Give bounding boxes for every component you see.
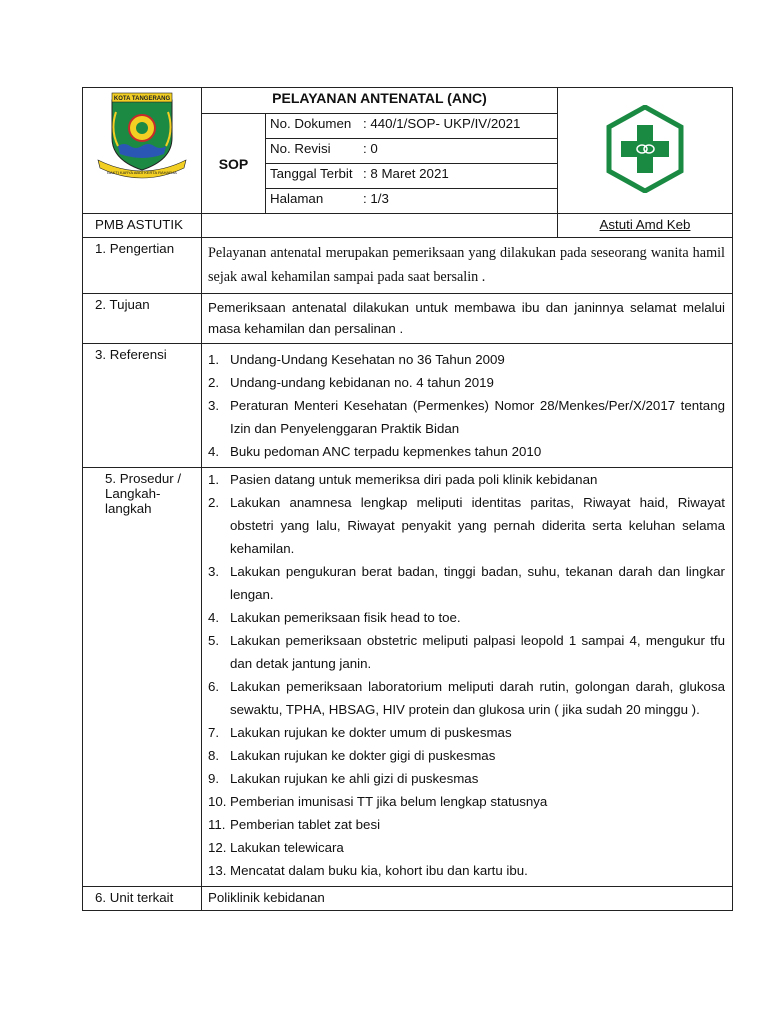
list-item: 3. Peraturan Menteri Kesehatan (Permenkes) Nomor 28/Menkes/Per/X/2017 tentang Izin dan Penyelenggaran Praktik Bidan — [208, 398, 725, 436]
document-title: PELAYANAN ANTENATAL (ANC) — [202, 88, 558, 114]
list-item: 10. Pemberian imunisasi TT jika belum lengkap statusnya — [208, 794, 548, 809]
list-item: 2. Undang-undang kebidanan no. 4 tahun 2019 — [208, 375, 494, 390]
section-number — [91, 471, 105, 516]
info-label: Tanggal Terbit — [270, 166, 353, 181]
list-item: 5. Lakukan pemeriksaan obstetric meliputi palpasi leopold 1 sampai 4, mengukur tfu dan detak jantung janin. — [208, 633, 725, 671]
logo-text-top: KOTA TANGERANG — [113, 96, 171, 102]
info-value: : 0 — [363, 141, 378, 156]
info-row-halaman — [266, 189, 558, 214]
list-item: 9. Lakukan rujukan ke ahli gizi di puskesmas — [208, 771, 479, 786]
info-label: No. Revisi — [270, 141, 331, 156]
info-row-tanggal — [266, 164, 558, 189]
section-body-unit: Poliklinik kebidanan — [202, 887, 733, 911]
section-body-pengertian: Pelayanan antenatal merupakan pemeriksaan yang dilakukan pada seseorang wanita hamil sejak awal kehamilan sampai pada saat bersalin . — [202, 238, 733, 294]
sop-document — [82, 87, 732, 911]
list-item: 11. Pemberian tablet zat besi — [208, 817, 381, 832]
info-value: : 8 Maret 2021 — [363, 166, 449, 181]
info-value: : 1/3 — [363, 191, 389, 206]
list-item: 8. Lakukan rujukan ke dokter gigi di puskesmas — [208, 748, 496, 763]
referensi-list — [208, 348, 725, 463]
kota-tangerang-logo — [92, 90, 192, 180]
list-item: 7. Lakukan rujukan ke dokter umum di puskesmas — [208, 725, 512, 740]
list-item: 4. Lakukan pemeriksaan fisik head to toe. — [208, 610, 461, 625]
sop-label: SOP — [202, 114, 266, 214]
org-name: PMB ASTUTIK — [83, 214, 202, 238]
signatory: Astuti Amd Keb — [558, 214, 733, 238]
info-label: No. Dokumen — [270, 116, 352, 131]
list-item: 3. Lakukan pengukuran berat badan, tinggi badan, suhu, tekanan darah dan lingkar lengan. — [208, 564, 725, 602]
list-item: 13. Mencatat dalam buku kia, kohort ibu dan kartu ibu. — [208, 863, 528, 878]
section-body-prosedur — [202, 468, 733, 887]
list-item: 2. Lakukan anamnesa lengkap meliputi identitas paritas, Riwayat haid, Riwayat obstetri yang lalu, Riwayat penyakit yang pernah diderita serta keluhan selama kehamilan. — [208, 495, 725, 556]
section-label-text: 5. Prosedur / Langkah-langkah — [105, 471, 182, 516]
list-item: 1. Pasien datang untuk memeriksa diri pada poli klinik kebidanan — [208, 472, 598, 487]
info-row-revisi — [266, 139, 558, 164]
list-item: 1. Undang-Undang Kesehatan no 36 Tahun 2009 — [208, 352, 505, 367]
prosedur-list — [208, 468, 725, 882]
section-body-tujuan: Pemeriksaan antenatal dilakukan untuk membawa ibu dan janinnya selamat melalui masa kehamilan dan persalinan . — [202, 294, 733, 344]
section-body-referensi — [202, 344, 733, 468]
list-item: 6. Lakukan pemeriksaan laboratorium meliputi darah rutin, golongan darah, glukosa sewaktu, TPHA, HBSAG, HIV protein dan glukosa urin ( jika sudah 20 minggu ). — [208, 679, 725, 717]
list-item: 12. Lakukan telewicara — [208, 840, 344, 855]
info-label: Halaman — [270, 191, 324, 206]
section-label-tujuan: 2. Tujuan — [83, 294, 202, 344]
info-value: : 440/1/SOP- UKP/IV/2021 — [363, 116, 521, 131]
section-label-unit: 6. Unit terkait — [83, 887, 202, 911]
section-label-referensi: 3. Referensi — [83, 344, 202, 468]
city-logo-cell — [83, 88, 202, 214]
sop-table — [82, 87, 733, 911]
logo-text-bottom: BAKTI KARYA ABDI KERTA RAHARJA — [107, 170, 177, 175]
health-cross-logo — [605, 105, 685, 193]
org-blank — [202, 214, 558, 238]
section-label-prosedur — [83, 468, 202, 887]
list-item: 4. Buku pedoman ANC terpadu kepmenkes tahun 2010 — [208, 444, 542, 459]
info-row-dokumen — [266, 114, 558, 139]
health-logo-cell — [558, 88, 733, 214]
section-label-pengertian: 1. Pengertian — [83, 238, 202, 294]
